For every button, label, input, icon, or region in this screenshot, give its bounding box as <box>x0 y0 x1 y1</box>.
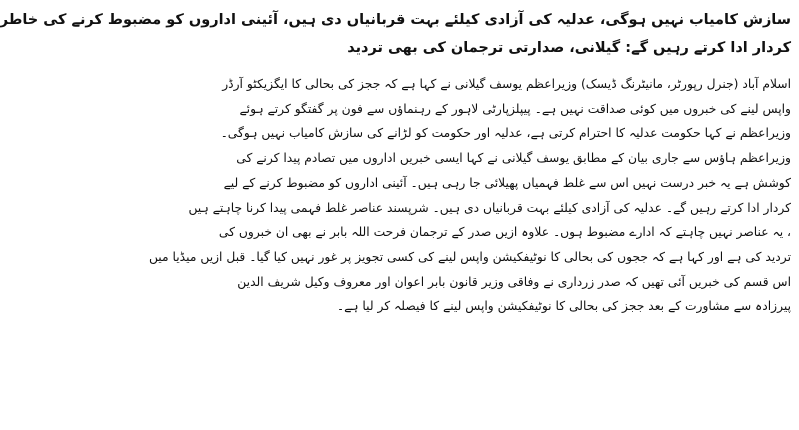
body-line: وزیراعظم ہاؤس سے جاری بیان کے مطابق یوسف گیلانی نے کہا ایسی خبریں اداروں میں تصادم پیدا کرنے کی <box>236 151 791 166</box>
body-line: اس قسم کی خبریں آئی تھیں کہ صدر زرداری نے وفاقی وزیر قانون بابر اعوان اور معروف وکیل شریف الدین <box>237 274 791 289</box>
body-line: وزیراعظم نے کہا حکومت عدلیہ کا احترام کرتی ہے، عدلیہ اور حکومت کو لڑانے کی سازش کامیاب نہیں ہوگی۔ <box>220 126 791 141</box>
body-line: کوشش ہے یہ خبر درست نہیں اس سے غلط فہمیاں پھیلائی جا رہی ہیں۔ آئینی اداروں کو مضبوط کرنے کے لیے <box>223 175 791 190</box>
article-body <box>148 72 791 319</box>
headline-line: کردار ادا کرتے رہیں گے: گیلانی، صدارتی ترجمان کی بھی تردید <box>347 40 791 56</box>
headline-line: سازش کامیاب نہیں ہوگی، عدلیہ کی آزادی کیلئے بہت قربانیاں دی ہیں، آئینی اداروں کو مضبوط کرنے کی خاطر <box>0 12 791 28</box>
body-line: تردید کی ہے اور کہا ہے کہ ججوں کی بحالی کا نوٹیفکیشن واپس لینے کی کسی تجویز پر غور نہیں کیا گیا۔ قبل ازیں میڈیا میں <box>148 249 791 264</box>
body-line: اسلام آباد (جنرل رپورٹر، مانیٹرنگ ڈیسک) وزیراعظم یوسف گیلانی نے کہا ہے کہ ججز کی بحالی کا ایگزیکٹو آرڈر <box>222 77 791 91</box>
body-line: واپس لینے کی خبروں میں کوئی صداقت نہیں ہے۔ پیپلزپارٹی لاہور کے رہنماؤں سے فون پر گفتگو کرتے ہوئے <box>239 101 791 116</box>
headline <box>0 6 791 62</box>
body-line: ، یہ عناصر نہیں چاہتے کہ ادارے مضبوط ہوں۔ علاوہ ازیں صدر کے ترجمان فرحت اللہ بابر نے بھی ان خبروں کی <box>218 225 791 240</box>
body-line: کردار ادا کرتے رہیں گے۔ عدلیہ کی آزادی کیلئے بہت قربانیاں دی ہیں۔ شرپسند عناصر غلط فہمی پیدا کرنا چاہتے ہیں <box>188 200 791 215</box>
body-line: پیرزادہ سے مشاورت کے بعد ججز کی بحالی کا نوٹیفکیشن واپس لینے کا فیصلہ کر لیا ہے۔ <box>336 299 791 314</box>
headline-body-gap <box>295 62 791 72</box>
